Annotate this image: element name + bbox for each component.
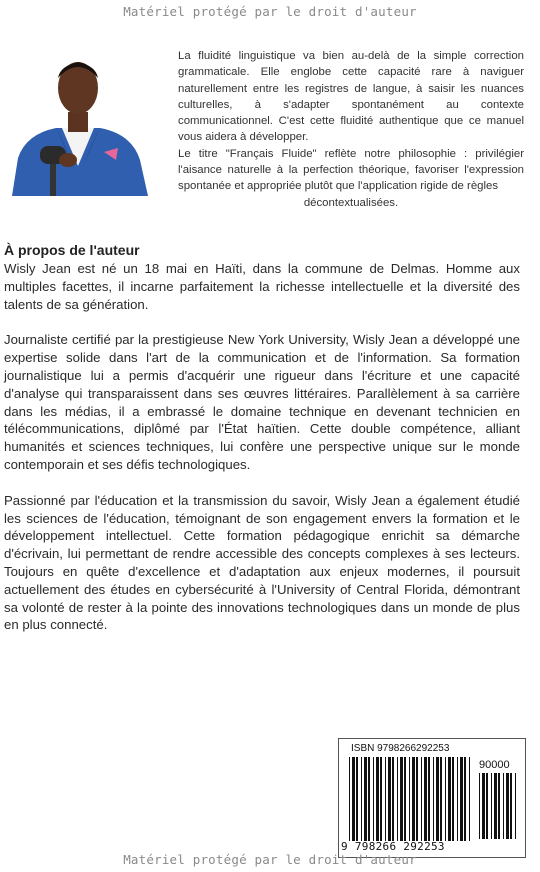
- bio-paragraph-journalist: Journaliste certifié par la prestigieuse New York University, Wisly Jean a développé une expertise solide dans l'art de la communication et de l'information. Sa formation journalistique lui a permis d'acquérir une rigueur dans l'écriture et une capacité d'analyse qui transparaissent dans ses œuvres littéraires. Parallèlement à sa carrière dans les médias, il a embrassé le domaine technique en devenant technicien en télécommunications, diplômé par l'État haïtien. Cette double compétence, alliant humanités et sciences techniques, lui confère une perspective unique sur le monde contemporain et ses défis technologiques.: [4, 332, 520, 472]
- author-photo: [4, 48, 152, 196]
- intro-paragraph-fluency: La fluidité linguistique va bien au-delà de la simple correction grammaticale. Elle englobe cette capacité rare à naviguer naturellement entre les registres de langue, à saisir les nuances culturelles, à s'adapter spontanément au contexte communicationnel. C'est cette fluidité authentique que ce manuel vous aidera à développer.: [178, 50, 524, 144]
- intro-text: [178, 48, 524, 211]
- about-author-heading: À propos de l'auteur: [4, 242, 140, 258]
- ean-barcode-bars: [349, 757, 473, 841]
- intro-paragraph-last-line: décontextualisées.: [303, 196, 399, 209]
- ean-digits: 9 798266 292253: [341, 840, 445, 853]
- intro-paragraph-title: Le titre "Français Fluide" reflète notre philosophie : privilégier l'aisance naturelle à la perfection théorique, favoriser l'expression spontanée et appropriée plutôt que l'application rigide de règles: [178, 147, 524, 193]
- copyright-watermark-bottom: Matériel protégé par le droit d'auteur: [123, 852, 417, 867]
- addon-barcode-bars: [479, 773, 519, 839]
- isbn-label: ISBN 9798266292253: [351, 743, 450, 754]
- bio-paragraph-education: Passionné par l'éducation et la transmission du savoir, Wisly Jean a également étudié les sciences de l'éducation, témoignant de son engagement envers la formation et le développement intellectuel. Cette formation pédagogique enrichit sa démarche d'écrivain, lui permettant de rendre accessible des concepts complexes à ses lecteurs. Toujours en quête d'excellence et d'adaptation aux enjeux modernes, il poursuit actuellement des études en cybersécurité à l'University of Central Florida, démontrant sa volonté de rester à la pointe des innovations technologiques dans un monde de plus en plus connecté.: [4, 492, 520, 633]
- isbn-barcode: [338, 738, 526, 858]
- price-code: 90000: [479, 759, 510, 771]
- author-bio: [4, 260, 520, 652]
- copyright-watermark-top: Matériel protégé par le droit d'auteur: [123, 4, 417, 19]
- bio-paragraph-origin: Wisly Jean est né un 18 mai en Haïti, dans la commune de Delmas. Homme aux multiples facettes, il incarne parfaitement la richesse intellectuelle et la diversité des talents de sa génération.: [4, 261, 520, 312]
